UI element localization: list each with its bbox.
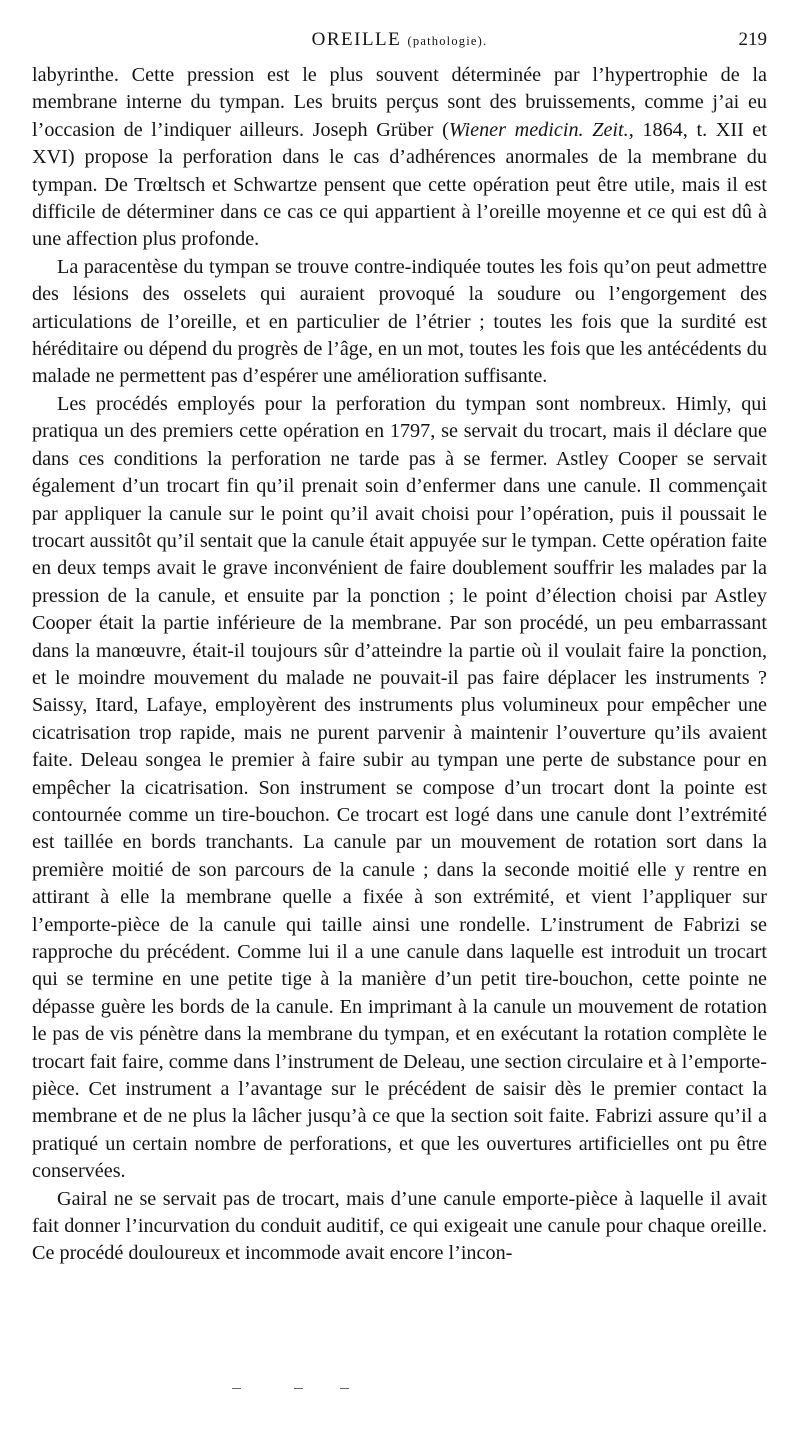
- running-head: [32, 0, 767, 62]
- text-run: , 1864, t. XII et XVI) propose la perforation dans le cas d’adhérences anormales de la membrane du tympan. De Trœltsch et Schwartze pensent que cette opération peut être utile, mais il est difficile de déterminer dans ce cas ce qui appartient à l’oreille moyenne et ce qui est dû à une affection plus profonde.: [32, 118, 768, 251]
- book-page: [32, 0, 767, 1430]
- paragraph: [32, 391, 767, 1186]
- text-run: labyrinthe. Cette pression est le plus souvent déterminée par l’hypertrophie de la membrane interne du tympan. Les bruits perçus sont des bruissements, comme j’ai eu l’occasion de l’indiquer ailleurs. Joseph Grüber (: [32, 64, 767, 141]
- body-text: [32, 62, 767, 1268]
- running-head-title-sub: (pathologie).: [407, 34, 488, 48]
- running-head-title-main: OREILLE: [311, 29, 402, 50]
- citation-italic: Wiener medicin. Zeit.: [448, 118, 629, 141]
- paragraph: [32, 254, 767, 391]
- page-number: 219: [738, 29, 767, 50]
- footer-marks: [232, 1388, 392, 1394]
- paragraph: [32, 1186, 767, 1268]
- text-run: La paracentèse du tympan se trouve contre-indiquée toutes les fois qu’on peut admettre des lésions des osselets qui auraient provoqué la soudure ou l’engorgement des articulations de l’oreille, et en particulier de l’étrier ; toutes les fois que la surdité est héréditaire ou dépend du progrès de l’âge, en un mot, toutes les fois que les antécédents du malade ne permettent pas d’espérer une amélioration suffisante.: [32, 255, 767, 388]
- text-run: Gairal ne se servait pas de trocart, mais d’une canule emporte-pièce à laquelle il avait fait donner l’incurvation du conduit auditif, ce qui exigeait une canule pour chaque oreille. Ce procédé douloureux et incommode avait encore l’incon-: [32, 1187, 767, 1265]
- running-head-title: [32, 29, 767, 51]
- text-run: Les procédés employés pour la perforation du tympan sont nombreux. Himly, qui pratiqua un des premiers cette opération en 1797, se servait du trocart, mais il déclare que dans ces conditions la perforation ne tarde pas à se fermer. Astley Cooper se servait également d’un trocart fin qu’il prenait soin d’enfermer dans une canule. Il commençait par appliquer la canule sur le point qu’il avait choisi pour l’opération, puis il poussait le trocart aussitôt qu’il sentait que la canule était appuyée sur le tympan. Cette opération faite en deux temps avait le grave inconvénient de faire doublement souffrir les malades par la pression de la canule, et ensuite par la ponction ; le point d’élection choisi par Astley Cooper était la partie inférieure de la membrane. Par son procédé, un peu embarrassant dans la manœuvre, était-il toujours sûr d’atteindre la partie où il voulait faire la ponction, et le moindre mouvement du malade ne pouvait-il pas faire déplacer les instruments ? Saissy, Itard, Lafaye, employèrent des instruments plus volumineux pour empêcher une cicatrisation trop rapide, mais ne purent parvenir à maintenir l’ouverture qu’ils avaient faite. Deleau songea le premier à faire subir au tympan une perte de substance pour en empêcher la cicatrisation. Son instrument se compose d’un trocart dont la pointe est contournée comme un tire-bouchon. Ce trocart est logé dans une canule dont l’extrémité est taillée en bords tranchants. La canule par un mouvement de rotation sort dans la première moitié de son parcours de la canule ; dans la seconde moitié elle y rentre en attirant à elle la membrane quelle a fixée à son extrémité, et vient l’appliquer sur l’emporte-pièce de la canule qui taille ainsi une rondelle. L’instrument de Fabrizi se rapproche du précédent. Comme lui il a une canule dans laquelle est introduit un trocart qui se termine en une petite tige à la manière d’un petit tire-bouchon, cette pointe ne dépasse guère les bords de la canule. En imprimant à la canule un mouvement de rotation le pas de vis pénètre dans la membrane du tympan, et en exécutant la rotation complète le trocart fait faire, comme dans l’instrument de Deleau, une section circulaire et à l’emporte-pièce. Cet instrument a l’avantage sur le précédent de saisir dès le premier contact la membrane et de ne plus la lâcher jusqu’à ce que la section soit faite. Fabrizi assure qu’il a pratiqué un certain nombre de perforations, et que les ouvertures artificielles ont pu être conservées.: [32, 392, 767, 1183]
- paragraph: [32, 62, 767, 254]
